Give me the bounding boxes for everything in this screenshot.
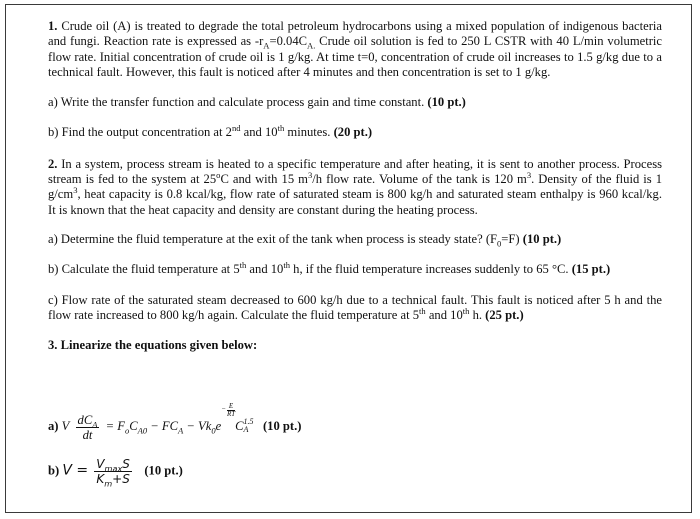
- q2c-text: c) Flow rate of the saturated steam decreased to 600 kg/h due to a technical fault. This fault is noticed after 5 h and the flow rate increased to 800 kg/h again. Calculate the fluid temperature at 5: [48, 292, 662, 322]
- q2b-sup: th: [239, 260, 247, 271]
- q1-text: Crude oil solution is fed to 250 L CSTR with 40 L/min volumetric flow rate. Initial concentration of crude oil is 1 g/kg. At time t=0, concentration of crude oil increases to 1.5 g/kg due to a technical fault. However, this fault is noticed after 4 minutes and then concentration is set to 1 g/kg.: [48, 34, 662, 79]
- eq-a-points: (10 pt.): [262, 419, 302, 433]
- eq-a-exp-den: RT: [226, 410, 236, 418]
- q1b-points: (20 pt.): [333, 125, 373, 140]
- q2c-text: h.: [469, 307, 483, 322]
- question-1a: [48, 95, 662, 110]
- eq-a-c-sub: A0: [137, 425, 148, 436]
- question-2c: [48, 293, 662, 324]
- eq-b-km-sub: m: [104, 478, 113, 489]
- eq-a-fc-sub: A: [178, 425, 184, 436]
- q2-sup: 3: [73, 185, 78, 196]
- eq-a-exp-minus: −: [221, 405, 226, 413]
- q1-sub: A: [263, 40, 270, 51]
- q2c-sup: th: [419, 305, 426, 316]
- q2a-sub: 0: [497, 238, 502, 249]
- eq-a-exponent: [221, 403, 235, 418]
- eq-a-label: a): [48, 419, 59, 433]
- question-2b: [48, 262, 662, 277]
- eq-b-km: K: [96, 472, 105, 486]
- eq-b-vmax: V: [96, 457, 105, 471]
- eq-a-v: V: [61, 419, 70, 433]
- eq-a-vk: − Vk: [183, 419, 212, 433]
- eq-b-points: (10 pt.): [144, 463, 183, 478]
- q2b-text: b) Calculate the fluid temperature at 5: [48, 262, 240, 277]
- eq-a-dt: dt: [82, 427, 93, 442]
- eq-a-exp-num: E: [228, 402, 234, 410]
- q2-text: C and with 15 m: [220, 172, 308, 187]
- eq-a-ca: C: [235, 419, 244, 433]
- q2a-text: a) Determine the fluid temperature at the exit of the tank when process is steady state? (F: [48, 231, 498, 246]
- eq-a-f0-sub: o: [124, 425, 130, 436]
- q1-text: Crude oil (A) is treated to degrade the total petroleum hydrocarbons using a mixed population of indigenous bacteria and fungi. Reaction rate is expressed as -r: [48, 19, 662, 49]
- q2c-text: and 10: [425, 307, 463, 322]
- eq-a-dC-sub: A: [92, 419, 98, 430]
- eq-a-rhs: [105, 402, 254, 436]
- q2c-sup: th: [462, 305, 470, 316]
- eq-b-lhs: V =: [62, 462, 89, 479]
- question-3-heading: [48, 338, 662, 353]
- eq-b-vmax-sub: max: [104, 463, 123, 474]
- eq-a-dC: dC: [77, 412, 93, 427]
- q2-text: /h flow rate. Volume of the tank is 120 m: [312, 172, 527, 187]
- eq-a-c: C: [129, 419, 138, 433]
- question-1b: [48, 125, 662, 140]
- q2-text: , heat capacity is 0.8 kcal/kg, flow rate of saturated steam is 800 kg/h and saturated steam enthalpy is 960 kcal/kg. It is known that the heat capacity and density are constant during the heating process.: [48, 187, 662, 217]
- q1b-text: minutes.: [284, 125, 331, 140]
- q1a-text: a) Write the transfer function and calculate process gain and time constant.: [48, 95, 425, 110]
- q1a-points: (10 pt.): [427, 95, 466, 110]
- q1-text: =0.04C: [269, 34, 308, 49]
- q2-sup: 3: [526, 169, 532, 180]
- eq-a-derivative: [76, 413, 100, 442]
- q2b-sup: th: [283, 260, 291, 271]
- document-page: [5, 4, 692, 513]
- q3-heading-text: 3. Linearize the equations given below:: [48, 338, 258, 353]
- q1b-text: b) Find the output concentration at 2: [48, 125, 232, 140]
- eq-a-fc: − FC: [147, 419, 179, 433]
- question-2a: [48, 232, 662, 247]
- eq-a-ca-sub: A: [243, 425, 249, 434]
- document-content: [48, 19, 663, 489]
- q2-text: . Density of the fluid is 1 g/cm: [48, 172, 663, 202]
- q1-sub: A.: [307, 40, 316, 51]
- question-1-number: 1.: [48, 19, 58, 33]
- q2b-points: (15 pt.): [571, 262, 611, 277]
- question-1: [48, 19, 662, 80]
- q2c-points: (25 pt.): [485, 307, 524, 322]
- q2-text: In a system, process stream is heated to a specific temperature and after heating, it is sent to another process. Process stream is fed to the system at 25: [48, 156, 662, 187]
- eq-a-ca-scripts: [244, 418, 254, 434]
- q2-sup: 3: [307, 169, 313, 180]
- q1b-sup: nd: [231, 123, 241, 134]
- equation-b: [48, 457, 183, 489]
- eq-b-num: [94, 457, 132, 472]
- eq-a-e: e: [215, 419, 222, 433]
- q2a-text: =F): [501, 231, 520, 246]
- eq-a-f0: = F: [105, 419, 125, 433]
- eq-b-plus-s: +S: [112, 472, 130, 486]
- q2b-text: and 10: [246, 262, 284, 277]
- eq-b-label: b): [48, 463, 60, 478]
- q2-sup: o: [216, 169, 221, 180]
- eq-a-vk-sub: 0: [211, 425, 216, 436]
- eq-a-deriv-num: [76, 413, 100, 428]
- q2b-text: h, if the fluid temperature increases suddenly to 65 °C.: [290, 262, 569, 277]
- question-2-number: 2.: [48, 156, 58, 171]
- eq-a-exp-frac: [227, 403, 235, 418]
- eq-b-fraction: [94, 457, 132, 489]
- equation-a: [48, 403, 301, 442]
- eq-a-ca-sup: 1.5: [243, 417, 254, 426]
- eq-b-den: [94, 472, 132, 489]
- q1b-sup: th: [277, 123, 285, 134]
- question-2: [48, 157, 662, 218]
- eq-b-s: S: [122, 457, 130, 471]
- q2a-points: (10 pt.): [522, 231, 562, 246]
- q1b-text: and 10: [240, 125, 278, 140]
